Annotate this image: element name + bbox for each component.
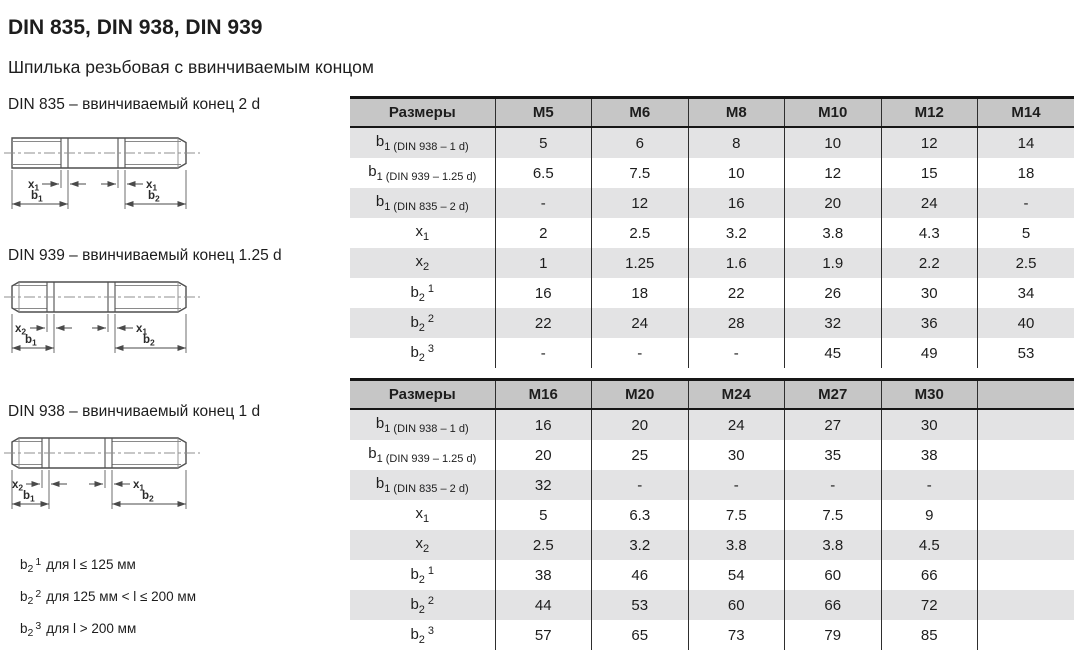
value-cell: 6.3 — [592, 500, 689, 530]
row-label: $x_1$ — [350, 218, 495, 248]
size-column-header: M6 — [592, 98, 689, 128]
value-cell: - — [495, 188, 592, 218]
value-cell: 12 — [785, 158, 882, 188]
value-cell: 2.5 — [592, 218, 689, 248]
row-label: $b_2^1$ — [350, 560, 495, 590]
dimension-label-x-right: $x_1$ — [146, 179, 157, 193]
size-column-header: M5 — [495, 98, 592, 128]
value-cell: 5 — [978, 218, 1074, 248]
size-column-header: M12 — [881, 98, 978, 128]
value-cell: 66 — [785, 590, 882, 620]
row-label: $b_1$ $_{(DIN 938 - 1 d)}$ — [350, 127, 495, 158]
table-header-row — [350, 98, 1074, 128]
value-cell: 26 — [785, 278, 882, 308]
value-cell: 7.5 — [785, 500, 882, 530]
dimension-label-b1: $b_1$ — [25, 334, 37, 348]
value-cell: 3.8 — [785, 218, 882, 248]
row-label: $b_1$ $_{(DIN 835 - 2 d)}$ — [350, 470, 495, 500]
table-row — [350, 590, 1074, 620]
value-cell: 30 — [881, 278, 978, 308]
value-cell: 6.5 — [495, 158, 592, 188]
value-cell: 60 — [785, 560, 882, 590]
drawing-title-din835: DIN 835 – ввинчиваемый конец 2 d — [8, 96, 260, 114]
table-row — [350, 470, 1074, 500]
value-cell: 5 — [495, 500, 592, 530]
drawing-title-din938: DIN 938 – ввинчиваемый конец 1 d — [8, 403, 260, 421]
size-column-header: M8 — [688, 98, 785, 128]
table-row — [350, 338, 1074, 368]
value-cell: - — [688, 470, 785, 500]
row-label: $b_1$ $_{(DIN 835 - 2 d)}$ — [350, 188, 495, 218]
sizes-header: Размеры — [350, 98, 495, 128]
dimension-label-x-left: $x_1$ — [28, 179, 39, 193]
dimension-label-b1: $b_1$ — [31, 190, 43, 204]
value-cell: - — [592, 470, 689, 500]
table-row — [350, 248, 1074, 278]
dimension-label-x-left: $x_2$ — [15, 323, 26, 337]
value-cell: 18 — [978, 158, 1074, 188]
row-label: $x_1$ — [350, 500, 495, 530]
value-cell — [978, 590, 1074, 620]
value-cell — [978, 470, 1074, 500]
sizes-header: Размеры — [350, 380, 495, 410]
value-cell: 6 — [592, 127, 689, 158]
drawing-title-din939: DIN 939 – ввинчиваемый конец 1.25 d — [8, 247, 282, 265]
table-row — [350, 620, 1074, 650]
value-cell: 4.3 — [881, 218, 978, 248]
size-column-header: M10 — [785, 98, 882, 128]
value-cell: 1.9 — [785, 248, 882, 278]
value-cell: 8 — [688, 127, 785, 158]
footnote-b2-3: $b_2^3$ для l > 200 мм — [20, 620, 136, 639]
table-row — [350, 278, 1074, 308]
value-cell: 45 — [785, 338, 882, 368]
value-cell: 28 — [688, 308, 785, 338]
value-cell: 1.25 — [592, 248, 689, 278]
table-row — [350, 188, 1074, 218]
size-column-header: M20 — [592, 380, 689, 410]
value-cell: 10 — [785, 127, 882, 158]
dimension-label-b1: $b_1$ — [23, 490, 35, 504]
value-cell: 35 — [785, 440, 882, 470]
value-cell: 12 — [881, 127, 978, 158]
value-cell — [978, 409, 1074, 440]
table-row — [350, 308, 1074, 338]
size-column-header: M14 — [978, 98, 1074, 128]
value-cell: 40 — [978, 308, 1074, 338]
value-cell: 20 — [592, 409, 689, 440]
value-cell: 22 — [495, 308, 592, 338]
value-cell: - — [978, 188, 1074, 218]
value-cell: 1 — [495, 248, 592, 278]
table-row — [350, 127, 1074, 158]
value-cell: 14 — [978, 127, 1074, 158]
value-cell: - — [785, 470, 882, 500]
value-cell: 16 — [495, 278, 592, 308]
value-cell: 18 — [592, 278, 689, 308]
value-cell: 30 — [881, 409, 978, 440]
table-row — [350, 530, 1074, 560]
row-label: $b_2^2$ — [350, 590, 495, 620]
row-label: $x_2$ — [350, 248, 495, 278]
value-cell: 20 — [785, 188, 882, 218]
table-header-row — [350, 380, 1074, 410]
value-cell: 85 — [881, 620, 978, 650]
value-cell: 73 — [688, 620, 785, 650]
value-cell: 3.8 — [688, 530, 785, 560]
row-label: $b_1$ $_{(DIN 939 - 1.25 d)}$ — [350, 158, 495, 188]
footnote-b2-2: $b_2^2$ для 125 мм < l ≤ 200 мм — [20, 588, 196, 607]
value-cell: 15 — [881, 158, 978, 188]
value-cell — [978, 560, 1074, 590]
value-cell: 72 — [881, 590, 978, 620]
row-label: $b_2^1$ — [350, 278, 495, 308]
value-cell: 24 — [881, 188, 978, 218]
value-cell: 3.2 — [592, 530, 689, 560]
row-label: $b_2^2$ — [350, 308, 495, 338]
dimension-label-x-right: $x_1$ — [136, 323, 147, 337]
size-column-header — [978, 380, 1074, 410]
stud-drawing-din939 — [2, 274, 208, 360]
value-cell: - — [688, 338, 785, 368]
value-cell: 54 — [688, 560, 785, 590]
value-cell: 16 — [495, 409, 592, 440]
value-cell: 27 — [785, 409, 882, 440]
value-cell: 1.6 — [688, 248, 785, 278]
value-cell: 57 — [495, 620, 592, 650]
row-label: $b_2^3$ — [350, 338, 495, 368]
value-cell: - — [592, 338, 689, 368]
value-cell: 3.2 — [688, 218, 785, 248]
value-cell: 34 — [978, 278, 1074, 308]
value-cell: 7.5 — [688, 500, 785, 530]
value-cell: 3.8 — [785, 530, 882, 560]
value-cell: 5 — [495, 127, 592, 158]
value-cell: 30 — [688, 440, 785, 470]
value-cell — [978, 500, 1074, 530]
row-label: $b_1$ $_{(DIN 938 - 1 d)}$ — [350, 409, 495, 440]
row-label: $b_2^3$ — [350, 620, 495, 650]
value-cell: 2.5 — [495, 530, 592, 560]
value-cell — [978, 620, 1074, 650]
value-cell: - — [495, 338, 592, 368]
table-row — [350, 158, 1074, 188]
value-cell: 66 — [881, 560, 978, 590]
table-row — [350, 440, 1074, 470]
stud-drawing-din938 — [2, 430, 208, 516]
value-cell: 24 — [688, 409, 785, 440]
value-cell: 12 — [592, 188, 689, 218]
dimension-label-b2: $b_2$ — [148, 190, 160, 204]
size-column-header: M16 — [495, 380, 592, 410]
value-cell: 16 — [688, 188, 785, 218]
value-cell: 4.5 — [881, 530, 978, 560]
value-cell: 44 — [495, 590, 592, 620]
footnote-b2-1: $b_2^1$ для l ≤ 125 мм — [20, 556, 136, 575]
dimension-label-b2: $b_2$ — [142, 490, 154, 504]
value-cell: 60 — [688, 590, 785, 620]
page-title: DIN 835, DIN 938, DIN 939 — [8, 16, 262, 40]
value-cell: - — [881, 470, 978, 500]
value-cell: 79 — [785, 620, 882, 650]
value-cell: 2.2 — [881, 248, 978, 278]
value-cell: 53 — [592, 590, 689, 620]
dimension-label-b2: $b_2$ — [143, 334, 155, 348]
value-cell: 2.5 — [978, 248, 1074, 278]
value-cell: 24 — [592, 308, 689, 338]
dimension-label-x-right: $x_1$ — [133, 479, 144, 493]
row-label: $x_2$ — [350, 530, 495, 560]
size-column-header: M27 — [785, 380, 882, 410]
din-sizes-table-m16-m30 — [350, 378, 1074, 650]
value-cell: 46 — [592, 560, 689, 590]
din-sizes-table-m5-m14 — [350, 96, 1074, 368]
page-subtitle: Шпилька резьбовая с ввинчиваемым концом — [8, 57, 374, 78]
size-column-header: M24 — [688, 380, 785, 410]
size-column-header: M30 — [881, 380, 978, 410]
table-row — [350, 409, 1074, 440]
value-cell: 10 — [688, 158, 785, 188]
value-cell: 32 — [495, 470, 592, 500]
value-cell: 20 — [495, 440, 592, 470]
value-cell: 36 — [881, 308, 978, 338]
value-cell: 49 — [881, 338, 978, 368]
table-row — [350, 500, 1074, 530]
value-cell — [978, 440, 1074, 470]
value-cell — [978, 530, 1074, 560]
table-row — [350, 560, 1074, 590]
value-cell: 7.5 — [592, 158, 689, 188]
value-cell: 2 — [495, 218, 592, 248]
value-cell: 25 — [592, 440, 689, 470]
value-cell: 22 — [688, 278, 785, 308]
row-label: $b_1$ $_{(DIN 939 - 1.25 d)}$ — [350, 440, 495, 470]
value-cell: 53 — [978, 338, 1074, 368]
value-cell: 9 — [881, 500, 978, 530]
stud-drawing-din835 — [2, 130, 208, 216]
value-cell: 32 — [785, 308, 882, 338]
value-cell: 65 — [592, 620, 689, 650]
table-row — [350, 218, 1074, 248]
dimension-label-x-left: $x_2$ — [12, 479, 23, 493]
value-cell: 38 — [495, 560, 592, 590]
value-cell: 38 — [881, 440, 978, 470]
